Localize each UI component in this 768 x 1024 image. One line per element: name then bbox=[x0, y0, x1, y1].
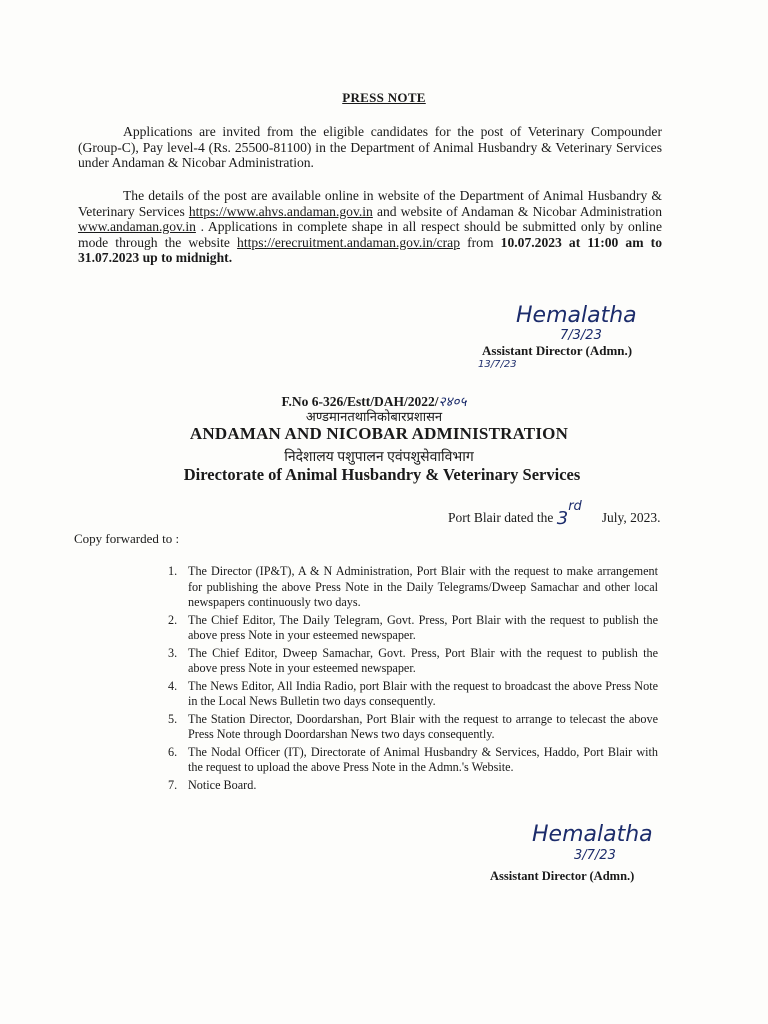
dated-month-year: July, 2023. bbox=[601, 510, 661, 525]
list-item-number: 2. bbox=[168, 612, 178, 627]
initial-mark-1: 13/7/23 bbox=[478, 359, 517, 370]
file-number-handwritten: २४०५ bbox=[438, 394, 467, 410]
list-item-text: The Director (IP&T), A & N Administration, Port Blair with the request to make arrangement for publishing the above Press Note in the Daily Telegrams/Dweep Samachar and other local newspapers continuously two days. bbox=[188, 564, 658, 609]
dated-prefix: Port Blair dated the bbox=[448, 510, 557, 525]
paragraph-invitation-text: Applications are invited from the eligible candidates for the post of Veterinary Compounder (Group-C), Pay level-4 (Rs. 25500-81100) in the Department of Animal Husbandry & Veterinary Services under Andaman & Nicobar Administration. bbox=[78, 124, 662, 170]
recipients-list bbox=[168, 564, 658, 795]
handwritten-signature-1: Hemalatha bbox=[516, 303, 637, 328]
handwritten-day-suffix: rd bbox=[568, 499, 582, 514]
list-item-number: 6. bbox=[168, 744, 178, 759]
handwritten-date-2: 3/7/23 bbox=[574, 848, 616, 863]
list-item bbox=[168, 646, 658, 677]
list-item-text: The Chief Editor, The Daily Telegram, Govt. Press, Port Blair with the request to publish the above press Note in your esteemed newspaper. bbox=[188, 612, 658, 642]
list-item-text: The News Editor, All India Radio, port Blair with the request to broadcast the above Press Note in the Local News Bulletin two days consequently. bbox=[188, 678, 658, 708]
hindi-administration-name: अण्डमानतथानिकोबारप्रशासन bbox=[305, 409, 443, 424]
application-dates: 10.07.2023 at 11:00 am to 31.07.2023 up to midnight. bbox=[78, 234, 662, 265]
list-item-text: The Nodal Officer (IT), Directorate of Animal Husbandry & Services, Haddo, Port Blair with the request to upload the above Press Note in the Admn.'s Website. bbox=[188, 744, 658, 774]
list-item-text: Notice Board. bbox=[188, 777, 257, 792]
ahvs-website-link[interactable]: https://www.ahvs.andaman.gov.in bbox=[188, 203, 373, 219]
list-item-number: 1. bbox=[168, 564, 178, 578]
signatory-title-1: Assistant Director (Admn.) bbox=[482, 343, 633, 358]
list-item-number: 5. bbox=[168, 711, 178, 726]
handwritten-date-1: 7/3/23 bbox=[560, 328, 602, 343]
list-item bbox=[168, 745, 658, 776]
list-item bbox=[168, 712, 658, 743]
administration-name: ANDAMAN AND NICOBAR ADMINISTRATION bbox=[189, 424, 569, 443]
handwritten-signature-2: Hemalatha bbox=[532, 822, 653, 847]
signatory-title-2: Assistant Director (Admn.) bbox=[490, 869, 635, 883]
paragraph-invitation bbox=[78, 124, 662, 171]
hindi-directorate-name: निदेशालय पशुपालन एवंपशुसेवाविभाग bbox=[284, 450, 474, 465]
file-number-text: F.No 6-326/Estt/DAH/2022/ bbox=[281, 394, 439, 409]
list-item bbox=[168, 778, 658, 794]
paragraph-details-text-4: from bbox=[460, 234, 501, 250]
paragraph-details-text-1: The details of the post are available online in website of the Department of Animal Husbandry & Veterinary Services bbox=[78, 188, 662, 219]
andaman-website-link[interactable]: www.andaman.gov.in bbox=[78, 219, 196, 234]
list-item-text: The Station Director, Doordarshan, Port Blair with the request to arrange to telecast the above Press Note through Doordarshan News two days consequently. bbox=[188, 711, 658, 741]
directorate-name: Directorate of Animal Husbandry & Veterinary Services bbox=[183, 465, 581, 484]
list-item bbox=[168, 613, 658, 644]
list-item bbox=[168, 564, 658, 611]
list-item-number: 4. bbox=[168, 678, 178, 693]
copy-forwarded-label: Copy forwarded to : bbox=[74, 531, 180, 546]
list-item-text: The Chief Editor, Dweep Samachar, Govt. Press, Port Blair with the request to publish the above press Note in your esteemed newspaper. bbox=[188, 645, 658, 675]
paragraph-details-text-3: . Applications in complete shape in all respect should be submitted only by online mode through the website bbox=[78, 219, 662, 250]
dated-line bbox=[448, 499, 661, 529]
list-item-number: 7. bbox=[168, 777, 178, 792]
list-item-number: 3. bbox=[168, 645, 178, 660]
page-title: PRESS NOTE bbox=[342, 90, 426, 105]
list-item bbox=[168, 679, 658, 710]
erecruitment-link[interactable]: https://erecruitment.andaman.gov.in/crap bbox=[237, 234, 461, 250]
paragraph-details bbox=[78, 188, 662, 266]
handwritten-day: 3 bbox=[556, 508, 569, 529]
paragraph-details-text-2: and website of Andaman & Nicobar Administration bbox=[372, 203, 663, 219]
